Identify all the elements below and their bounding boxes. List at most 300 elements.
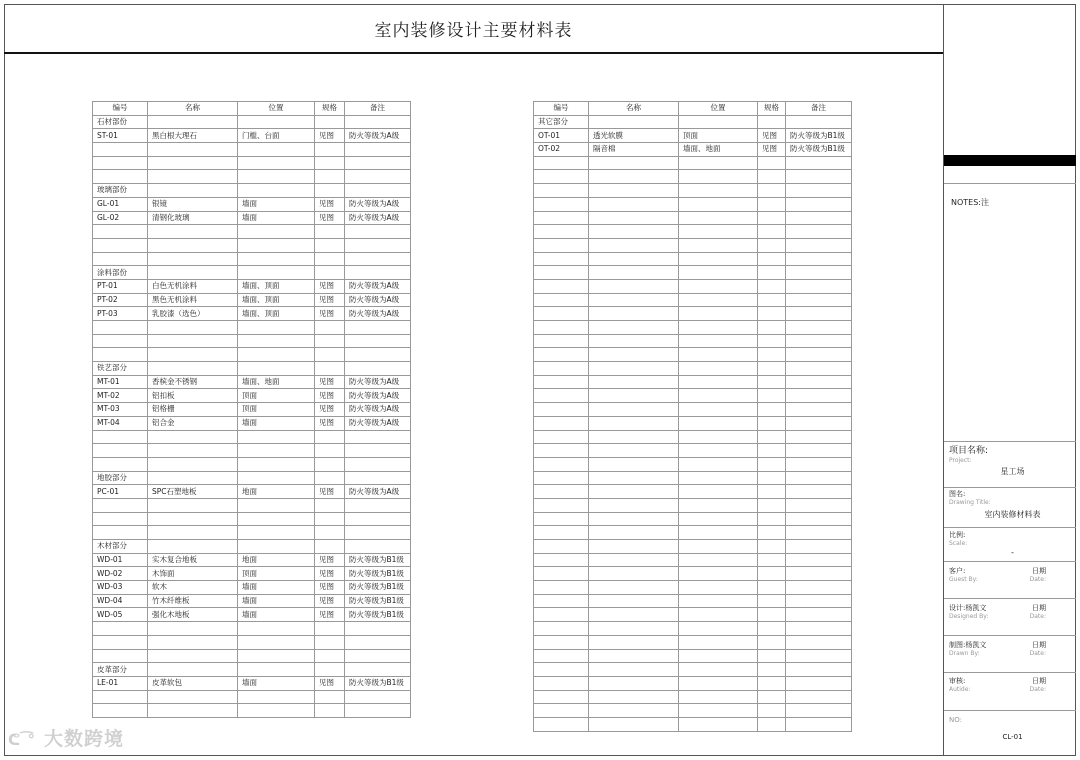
table-row (93, 553, 411, 567)
table-cell (589, 362, 679, 376)
table-cell (758, 444, 786, 458)
table-row (534, 717, 852, 731)
table-cell (93, 334, 148, 348)
table-cell: 防火等级为B1级 (345, 676, 411, 690)
table-cell (758, 622, 786, 636)
table-row (93, 211, 411, 225)
table-cell (679, 197, 758, 211)
table-cell (786, 485, 852, 499)
table-row (534, 635, 852, 649)
table-cell (345, 225, 411, 239)
table-cell (758, 252, 786, 266)
table-row (93, 430, 411, 444)
table-cell (589, 252, 679, 266)
date-label: 日期 (1032, 677, 1046, 685)
table-cell (238, 457, 315, 471)
table-cell (238, 362, 315, 376)
table-row (93, 676, 411, 690)
table-cell (315, 252, 345, 266)
table-row (93, 115, 411, 129)
table-row (93, 690, 411, 704)
table-cell (679, 471, 758, 485)
table-cell (786, 293, 852, 307)
table-cell (315, 498, 345, 512)
table-row (93, 649, 411, 663)
title-block-bar (944, 155, 1076, 166)
table-cell (786, 225, 852, 239)
table-cell (534, 676, 589, 690)
table-cell (679, 512, 758, 526)
table-cell (679, 526, 758, 540)
table-cell (534, 635, 589, 649)
divider (944, 672, 1076, 673)
divider (944, 487, 1076, 488)
table-cell: 墙面 (238, 581, 315, 595)
table-cell (345, 430, 411, 444)
table-cell: 见图 (315, 279, 345, 293)
table-cell: 见图 (315, 676, 345, 690)
table-cell (758, 649, 786, 663)
table-cell (238, 225, 315, 239)
table-cell (589, 471, 679, 485)
table-row (534, 663, 852, 677)
table-cell (679, 540, 758, 554)
table-cell (315, 622, 345, 636)
table-cell (589, 526, 679, 540)
table-cell (315, 143, 345, 157)
project-block (944, 446, 1076, 477)
table-cell: 防火等级为B1级 (786, 129, 852, 143)
table-cell: 顶面 (238, 403, 315, 417)
table-cell (345, 704, 411, 718)
table-cell (786, 348, 852, 362)
table-row (93, 635, 411, 649)
table-cell: 铝格栅 (148, 403, 238, 417)
number-value: CL-01 (1002, 733, 1023, 741)
table-row (534, 334, 852, 348)
table-cell (589, 690, 679, 704)
table-cell (345, 348, 411, 362)
table-row (534, 252, 852, 266)
table-row (534, 197, 852, 211)
table-cell (148, 498, 238, 512)
table-cell (786, 594, 852, 608)
table-cell (345, 143, 411, 157)
table-cell (148, 115, 238, 129)
table-cell (148, 540, 238, 554)
table-cell (93, 498, 148, 512)
table-cell (148, 238, 238, 252)
table-body (534, 115, 852, 731)
table-cell (758, 663, 786, 677)
table-cell (786, 444, 852, 458)
table-cell (679, 389, 758, 403)
table-cell (786, 156, 852, 170)
material-table-left (92, 101, 411, 718)
table-row (93, 622, 411, 636)
table-cell (534, 704, 589, 718)
table-cell: WD-05 (93, 608, 148, 622)
table-row (93, 225, 411, 239)
table-cell (786, 416, 852, 430)
watermark (8, 724, 124, 751)
table-cell (238, 622, 315, 636)
table-cell (758, 225, 786, 239)
table-cell (786, 676, 852, 690)
table-cell (589, 403, 679, 417)
table-cell (315, 512, 345, 526)
table-cell (758, 266, 786, 280)
table-cell (589, 238, 679, 252)
table-cell (315, 321, 345, 335)
table-cell (315, 540, 345, 554)
table-cell (148, 622, 238, 636)
table-cell (679, 663, 758, 677)
table-cell (758, 115, 786, 129)
table-cell (786, 238, 852, 252)
table-cell (534, 197, 589, 211)
table-cell (315, 430, 345, 444)
table-cell (345, 170, 411, 184)
table-cell (315, 156, 345, 170)
table-cell (758, 211, 786, 225)
table-row (534, 184, 852, 198)
table-cell: 铝合金 (148, 416, 238, 430)
divider (944, 441, 1076, 442)
table-cell: 白色无机涂料 (148, 279, 238, 293)
table-cell (238, 540, 315, 554)
table-cell (534, 211, 589, 225)
drawing-title-label: 图名: (949, 490, 966, 498)
table-cell (534, 416, 589, 430)
table-cell (589, 581, 679, 595)
table-row (534, 362, 852, 376)
table-cell (758, 635, 786, 649)
table-cell (534, 498, 589, 512)
table-cell (758, 540, 786, 554)
table-cell: 墙面 (238, 594, 315, 608)
table-cell (148, 430, 238, 444)
table-cell: 木材部分 (93, 540, 148, 554)
table-cell (679, 594, 758, 608)
table-row (93, 444, 411, 458)
table-cell (93, 704, 148, 718)
table-cell (148, 348, 238, 362)
table-cell: 防火等级为A级 (345, 416, 411, 430)
table-cell (93, 649, 148, 663)
table-cell (589, 485, 679, 499)
table-cell (589, 649, 679, 663)
table-cell (315, 444, 345, 458)
table-cell (315, 115, 345, 129)
table-cell (758, 334, 786, 348)
table-cell (786, 622, 852, 636)
table-cell (148, 252, 238, 266)
watermark-text: 大数跨境 (44, 728, 125, 750)
table-cell (93, 156, 148, 170)
table-header-row (93, 102, 411, 116)
table-row (93, 471, 411, 485)
table-cell (589, 389, 679, 403)
table-cell (589, 266, 679, 280)
table-row (93, 321, 411, 335)
table-cell: 防火等级为A级 (345, 307, 411, 321)
table-cell: 见图 (315, 293, 345, 307)
table-cell (786, 704, 852, 718)
table-cell (534, 471, 589, 485)
table-cell (786, 389, 852, 403)
table-cell: 防火等级为B1级 (345, 581, 411, 595)
table-cell: 防火等级为B1级 (786, 143, 852, 157)
table-row (93, 457, 411, 471)
table-row (93, 485, 411, 499)
table-cell (589, 663, 679, 677)
table-cell (148, 184, 238, 198)
table-cell (786, 266, 852, 280)
table-cell (534, 362, 589, 376)
table-cell (534, 238, 589, 252)
divider (944, 527, 1076, 528)
table-cell (679, 457, 758, 471)
table-cell: 防火等级为A级 (345, 375, 411, 389)
table-cell (679, 225, 758, 239)
date-en: Date: (1029, 650, 1046, 657)
table-cell (758, 594, 786, 608)
column-header: 规格 (315, 102, 345, 116)
table-cell (786, 717, 852, 731)
table-cell (589, 348, 679, 362)
table-cell: 墙面 (238, 197, 315, 211)
table-cell (679, 307, 758, 321)
table-cell: 隔音棉 (589, 143, 679, 157)
table-row (93, 416, 411, 430)
table-cell (534, 581, 589, 595)
table-row (534, 622, 852, 636)
table-cell (238, 690, 315, 704)
table-row (534, 553, 852, 567)
table-row (534, 238, 852, 252)
table-cell (238, 184, 315, 198)
column-header: 备注 (345, 102, 411, 116)
table-cell (758, 416, 786, 430)
table-cell (148, 225, 238, 239)
table-row (534, 430, 852, 444)
table-cell: GL-01 (93, 197, 148, 211)
table-cell (93, 635, 148, 649)
table-cell (758, 238, 786, 252)
table-cell (534, 321, 589, 335)
table-cell (534, 457, 589, 471)
table-cell: 玻璃部份 (93, 184, 148, 198)
column-header: 位置 (679, 102, 758, 116)
scale-value: - (1011, 548, 1014, 557)
table-row (534, 307, 852, 321)
table-cell (679, 416, 758, 430)
project-value: 星工场 (1000, 467, 1025, 476)
table-cell (589, 293, 679, 307)
table-row (534, 266, 852, 280)
table-cell (758, 348, 786, 362)
table-cell (758, 307, 786, 321)
table-cell: 防火等级为A级 (345, 403, 411, 417)
table-cell: 见图 (758, 129, 786, 143)
table-row (93, 266, 411, 280)
table-cell (758, 498, 786, 512)
table-cell (93, 321, 148, 335)
table-cell (679, 704, 758, 718)
table-cell (238, 704, 315, 718)
table-row (93, 540, 411, 554)
table-cell (589, 416, 679, 430)
table-cell (534, 444, 589, 458)
table-cell (589, 704, 679, 718)
table-cell (679, 608, 758, 622)
table-cell (345, 690, 411, 704)
table-cell (345, 540, 411, 554)
table-cell: 软木 (148, 581, 238, 595)
table-cell (758, 403, 786, 417)
table-cell (315, 663, 345, 677)
table-cell: PT-02 (93, 293, 148, 307)
column-header: 名称 (589, 102, 679, 116)
designer-label: 设计:杨凯文 (949, 604, 987, 612)
table-row (93, 608, 411, 622)
table-cell: 其它部分 (534, 115, 589, 129)
table-row (534, 444, 852, 458)
table-cell: 墙面 (238, 416, 315, 430)
table-cell (589, 156, 679, 170)
date-en: Date: (1029, 686, 1046, 693)
designer-block (944, 604, 1076, 621)
table-cell: 墙面 (238, 676, 315, 690)
table-row (534, 676, 852, 690)
table-cell (589, 334, 679, 348)
table-row (93, 170, 411, 184)
table-cell (345, 471, 411, 485)
table-cell: 防火等级为B1级 (345, 594, 411, 608)
table-cell (534, 225, 589, 239)
table-cell (786, 512, 852, 526)
table-cell: 实木复合地板 (148, 553, 238, 567)
column-header: 位置 (238, 102, 315, 116)
table-cell (679, 238, 758, 252)
table-cell (93, 690, 148, 704)
table-cell (679, 293, 758, 307)
table-cell (345, 512, 411, 526)
table-cell (589, 115, 679, 129)
number-block (944, 716, 1076, 742)
table-cell (315, 704, 345, 718)
table-row (93, 334, 411, 348)
table-cell (238, 115, 315, 129)
table-cell (534, 389, 589, 403)
table-cell: 黑白根大理石 (148, 129, 238, 143)
table-cell (238, 321, 315, 335)
table-cell (534, 184, 589, 198)
table-cell: MT-04 (93, 416, 148, 430)
table-cell: MT-01 (93, 375, 148, 389)
divider (944, 710, 1076, 711)
table-cell (679, 362, 758, 376)
table-cell (679, 266, 758, 280)
table-row (534, 279, 852, 293)
table-row (534, 512, 852, 526)
table-row (93, 184, 411, 198)
table-cell (786, 170, 852, 184)
table-cell (238, 266, 315, 280)
table-cell (315, 225, 345, 239)
table-cell (238, 512, 315, 526)
table-cell: 见图 (315, 307, 345, 321)
table-cell: 防火等级为B1级 (345, 553, 411, 567)
table-row (534, 471, 852, 485)
drafter-label: 制图:杨凯文 (949, 641, 987, 649)
table-cell (589, 197, 679, 211)
table-cell (238, 170, 315, 184)
table-cell: MT-03 (93, 403, 148, 417)
table-cell (758, 430, 786, 444)
table-cell (148, 444, 238, 458)
table-cell (786, 567, 852, 581)
table-cell (679, 676, 758, 690)
table-row (534, 594, 852, 608)
table-cell: 墙面、顶面 (238, 293, 315, 307)
table-cell (786, 526, 852, 540)
column-header: 编号 (534, 102, 589, 116)
table-cell (589, 717, 679, 731)
table-cell (786, 115, 852, 129)
table-cell: 见图 (315, 567, 345, 581)
table-cell (238, 156, 315, 170)
table-cell (534, 717, 589, 731)
table-row (93, 252, 411, 266)
table-cell (758, 375, 786, 389)
table-cell (679, 649, 758, 663)
table-cell (786, 471, 852, 485)
table-cell: 墙面、地面 (238, 375, 315, 389)
table-cell (589, 279, 679, 293)
table-cell (148, 156, 238, 170)
table-cell (758, 279, 786, 293)
table-cell (345, 457, 411, 471)
table-cell: 墙面 (238, 608, 315, 622)
table-row (534, 156, 852, 170)
table-row (534, 690, 852, 704)
table-cell (315, 457, 345, 471)
table-row (93, 293, 411, 307)
scale-block (944, 531, 1076, 558)
table-row (93, 498, 411, 512)
table-cell (238, 444, 315, 458)
table-cell (786, 690, 852, 704)
table-cell (534, 526, 589, 540)
table-cell (148, 649, 238, 663)
table-cell (534, 649, 589, 663)
table-cell (534, 279, 589, 293)
table-cell (679, 717, 758, 731)
table-cell (589, 225, 679, 239)
table-cell (238, 498, 315, 512)
table-cell: 防火等级为A级 (345, 485, 411, 499)
column-header: 编号 (93, 102, 148, 116)
table-cell: WD-02 (93, 567, 148, 581)
table-row (93, 567, 411, 581)
table-cell (148, 512, 238, 526)
table-cell (345, 498, 411, 512)
table-row (534, 540, 852, 554)
table-cell (534, 170, 589, 184)
table-cell: PC-01 (93, 485, 148, 499)
